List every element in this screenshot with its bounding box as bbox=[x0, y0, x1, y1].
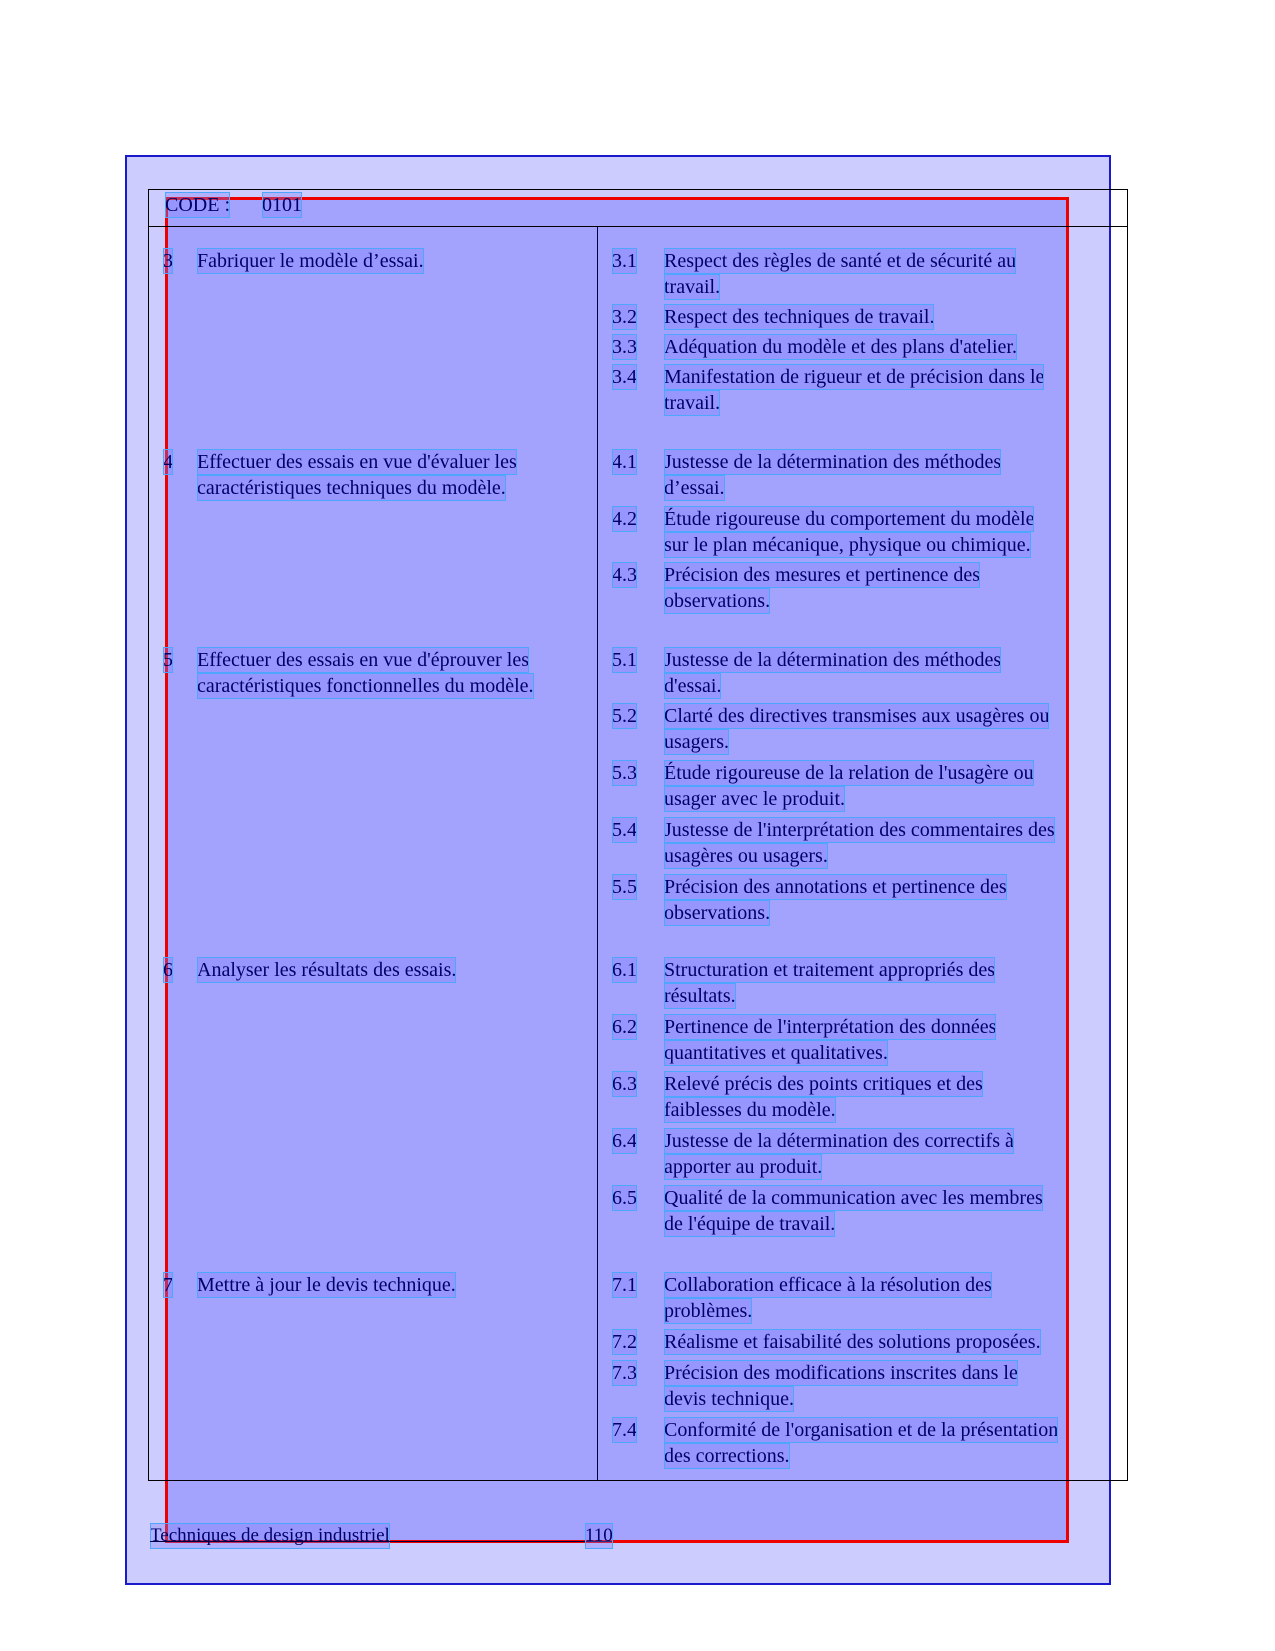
criterion-number: 5.3 bbox=[612, 762, 637, 784]
criterion-text: Respect des techniques de travail. bbox=[664, 306, 935, 328]
criterion-text: Précision des mesures et pertinence des bbox=[664, 564, 981, 586]
footer-program-name: Techniques de design industriel bbox=[150, 1523, 390, 1549]
criterion-text: Conformité de l'organisation et de la présentation bbox=[664, 1419, 1059, 1441]
code-row-divider bbox=[148, 226, 1128, 227]
criterion-text: devis technique. bbox=[664, 1388, 794, 1410]
competency-number: 6 bbox=[163, 959, 173, 981]
criterion-text: de l'équipe de travail. bbox=[664, 1213, 836, 1235]
footer-page-number: 110 bbox=[585, 1523, 613, 1549]
criterion-number: 7.4 bbox=[612, 1419, 637, 1441]
criterion-text: sur le plan mécanique, physique ou chimique. bbox=[664, 534, 1031, 556]
competency-text: caractéristiques techniques du modèle. bbox=[197, 477, 506, 499]
footer-rule bbox=[150, 1541, 612, 1542]
criterion-number: 7.3 bbox=[612, 1362, 637, 1384]
criterion-text: Justesse de la détermination des correctifs à bbox=[664, 1130, 1014, 1152]
criterion-text: d'essai. bbox=[664, 675, 722, 697]
criterion-text: Respect des règles de santé et de sécurité au bbox=[664, 250, 1017, 272]
criterion-number: 6.2 bbox=[612, 1016, 637, 1038]
criterion-text: résultats. bbox=[664, 985, 736, 1007]
criterion-text: Précision des modifications inscrites dans le bbox=[664, 1362, 1018, 1384]
competency-text: caractéristiques fonctionnelles du modèle. bbox=[197, 675, 534, 697]
code-label: CODE : bbox=[165, 194, 230, 216]
criterion-text: usagères ou usagers. bbox=[664, 845, 828, 867]
criterion-text: d’essai. bbox=[664, 477, 725, 499]
criterion-number: 6.3 bbox=[612, 1073, 637, 1095]
criterion-text: Manifestation de rigueur et de précision dans le bbox=[664, 366, 1045, 388]
criterion-text: travail. bbox=[664, 276, 721, 298]
criterion-text: Clarté des directives transmises aux usagères ou bbox=[664, 705, 1050, 727]
criterion-text: Étude rigoureuse de la relation de l'usagère ou bbox=[664, 762, 1034, 784]
criterion-text: Justesse de l'interprétation des commentaires des bbox=[664, 819, 1055, 841]
criterion-text: usagers. bbox=[664, 731, 729, 753]
competency-text: Fabriquer le modèle d’essai. bbox=[197, 250, 424, 272]
criterion-number: 5.5 bbox=[612, 876, 637, 898]
criterion-text: Qualité de la communication avec les membres bbox=[664, 1187, 1043, 1209]
criterion-number: 5.4 bbox=[612, 819, 637, 841]
criterion-number: 7.1 bbox=[612, 1274, 637, 1296]
criterion-text: Collaboration efficace à la résolution des bbox=[664, 1274, 992, 1296]
criterion-number: 3.2 bbox=[612, 306, 637, 328]
criterion-text: usager avec le produit. bbox=[664, 788, 846, 810]
criterion-text: Justesse de la détermination des méthodes bbox=[664, 451, 1002, 473]
code-value: 0101 bbox=[262, 194, 302, 216]
competency-text: Effectuer des essais en vue d'éprouver les bbox=[197, 649, 529, 671]
criterion-text: des corrections. bbox=[664, 1445, 790, 1467]
criterion-text: Pertinence de l'interprétation des données bbox=[664, 1016, 997, 1038]
criterion-number: 5.2 bbox=[612, 705, 637, 727]
criterion-text: faiblesses du modèle. bbox=[664, 1099, 836, 1121]
criterion-text: Précision des annotations et pertinence des bbox=[664, 876, 1007, 898]
criterion-number: 4.2 bbox=[612, 508, 637, 530]
criterion-text: Justesse de la détermination des méthodes bbox=[664, 649, 1002, 671]
criterion-number: 6.1 bbox=[612, 959, 637, 981]
competency-number: 3 bbox=[163, 250, 173, 272]
criterion-text: observations. bbox=[664, 590, 771, 612]
competency-number: 7 bbox=[163, 1274, 173, 1296]
criterion-number: 3.1 bbox=[612, 250, 637, 272]
criterion-number: 7.2 bbox=[612, 1331, 637, 1353]
criterion-number: 4.3 bbox=[612, 564, 637, 586]
criterion-number: 4.1 bbox=[612, 451, 637, 473]
criterion-text: Réalisme et faisabilité des solutions proposées. bbox=[664, 1331, 1041, 1353]
criterion-text: problèmes. bbox=[664, 1300, 753, 1322]
criterion-text: Adéquation du modèle et des plans d'atelier. bbox=[664, 336, 1017, 358]
competency-number: 5 bbox=[163, 649, 173, 671]
criterion-number: 6.4 bbox=[612, 1130, 637, 1152]
criterion-number: 6.5 bbox=[612, 1187, 637, 1209]
criterion-number: 5.1 bbox=[612, 649, 637, 671]
column-divider bbox=[597, 227, 598, 1481]
competency-number: 4 bbox=[163, 451, 173, 473]
criterion-text: observations. bbox=[664, 902, 771, 924]
competency-text: Analyser les résultats des essais. bbox=[197, 959, 457, 981]
criterion-text: Étude rigoureuse du comportement du modèle bbox=[664, 508, 1035, 530]
criterion-number: 3.4 bbox=[612, 366, 637, 388]
criterion-text: Relevé précis des points critiques et des bbox=[664, 1073, 983, 1095]
criterion-text: Structuration et traitement appropriés des bbox=[664, 959, 996, 981]
competency-text: Mettre à jour le devis technique. bbox=[197, 1274, 456, 1296]
competency-text: Effectuer des essais en vue d'évaluer les bbox=[197, 451, 517, 473]
criterion-text: travail. bbox=[664, 392, 721, 414]
criterion-text: apporter au produit. bbox=[664, 1156, 823, 1178]
criterion-number: 3.3 bbox=[612, 336, 637, 358]
criterion-text: quantitatives et qualitatives. bbox=[664, 1042, 888, 1064]
